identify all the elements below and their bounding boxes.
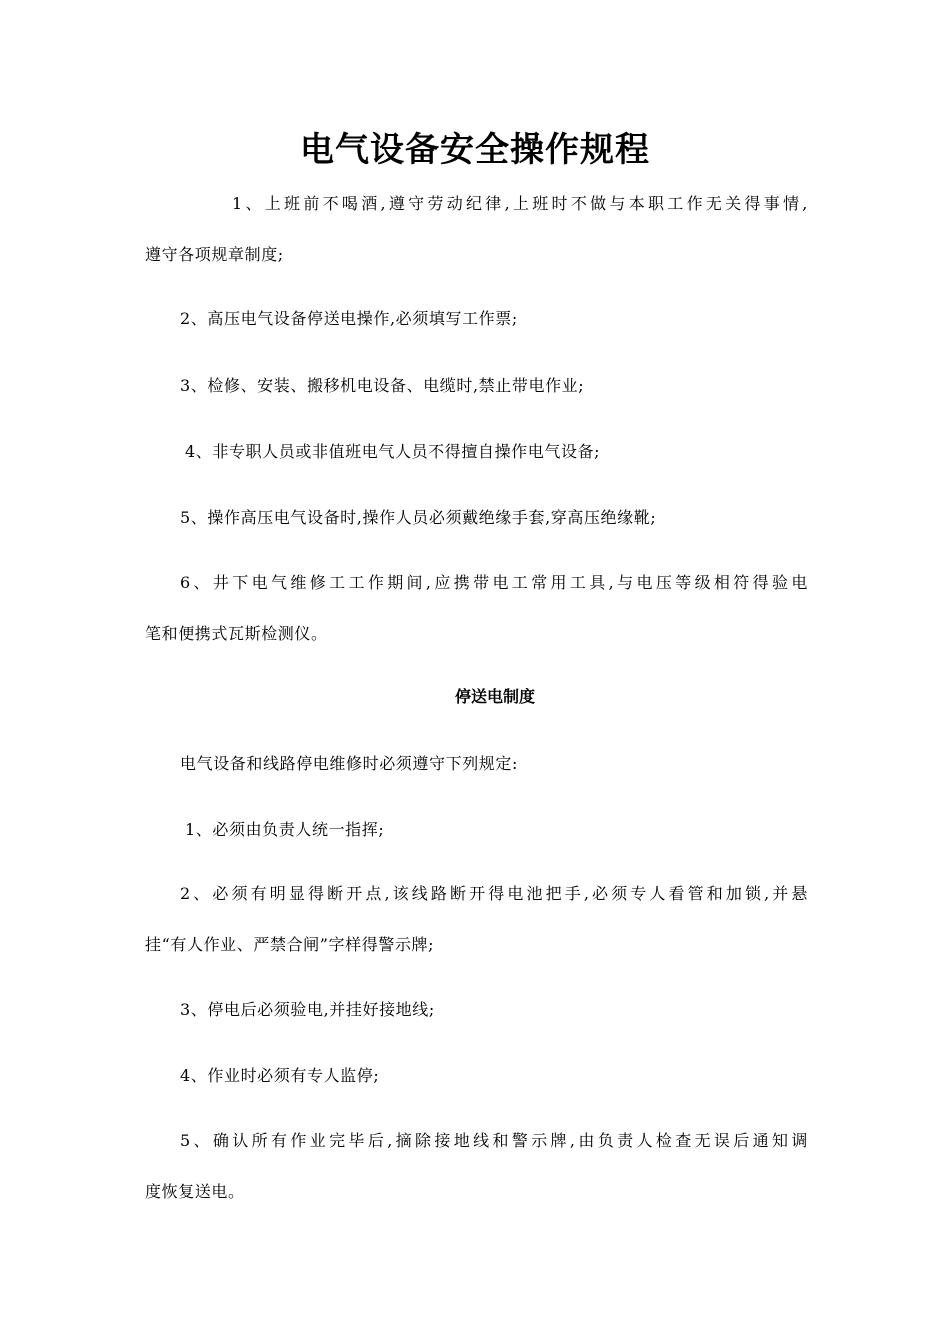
section-item-3: 3、停电后必须验电,并挂好接地线; — [180, 1000, 435, 1019]
section-item-5-line-2: 度恢复送电。 — [145, 1182, 245, 1201]
section-title: 停送电制度 — [454, 687, 535, 706]
rule-6-line-1: 6、井下电气维修工工作期间,应携带电工常用工具,与电压等级相符得验电 — [180, 573, 808, 592]
rule-1-line-2: 遵守各项规章制度; — [145, 245, 284, 264]
document-title: 电气设备安全操作规程 — [300, 130, 650, 170]
section-item-5-line-1: 5、确认所有作业完毕后,摘除接地线和警示牌,由负责人检查无误后通知调 — [180, 1131, 808, 1150]
rule-6-line-2: 笔和便携式瓦斯检测仪。 — [145, 624, 328, 643]
rule-2: 2、高压电气设备停送电操作,必须填写工作票; — [180, 309, 518, 328]
section-item-2-line-2: 挂“有人作业、严禁合闸”字样得警示牌; — [145, 935, 435, 954]
section-item-2-line-1: 2、必须有明显得断开点,该线路断开得电池把手,必须专人看管和加锁,并悬 — [180, 884, 808, 903]
rule-3: 3、检修、安装、搬移机电设备、电缆时,禁止带电作业; — [180, 376, 585, 395]
rule-1-line-1: 1、上班前不喝酒,遵守劳动纪律,上班时不做与本职工作无关得事情, — [232, 194, 808, 213]
rule-4: 4、非专职人员或非值班电气人员不得擅自操作电气设备; — [185, 442, 601, 461]
section-intro: 电气设备和线路停电维修时必须遵守下列规定: — [180, 754, 518, 773]
rule-5: 5、操作高压电气设备时,操作人员必须戴绝缘手套,穿高压绝缘靴; — [180, 508, 657, 527]
section-item-4: 4、作业时必须有专人监停; — [180, 1066, 380, 1085]
section-item-1: 1、必须由负责人统一指挥; — [185, 820, 385, 839]
